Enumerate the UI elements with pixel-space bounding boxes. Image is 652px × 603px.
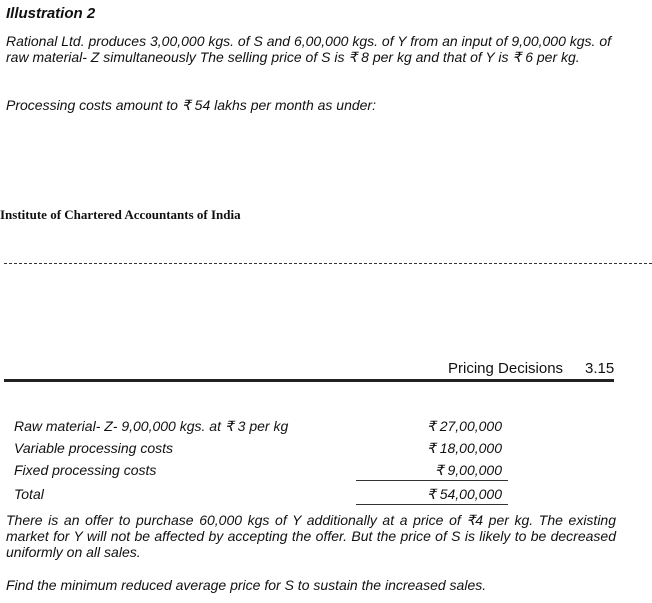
processing-intro-paragraph: Processing costs amount to ₹ 54 lakhs per month as under: (6, 97, 376, 113)
cost-amount-variable-processing: ₹ 18,00,000 (426, 440, 502, 456)
page-header-rule (4, 379, 614, 382)
cost-amount-raw-material: ₹ 27,00,000 (426, 418, 502, 434)
cost-amount-total: ₹ 54,00,000 (426, 486, 502, 502)
cost-amount-fixed-processing: ₹ 9,00,000 (434, 462, 502, 478)
page-header-title: Pricing Decisions (448, 360, 564, 377)
illustration-heading: Illustration 2 (6, 5, 96, 22)
cost-label-fixed-processing: Fixed processing costs (14, 462, 157, 478)
offer-paragraph: There is an offer to purchase 60,000 kgs of Y additionally at a price of ₹4 per kg. The existing market for Y will not be affected by accepting the offer. But the price of S is likely to be decreased uniformly on all sales. (6, 512, 616, 560)
total-rule-bottom (356, 504, 508, 505)
page-break-divider (4, 263, 652, 264)
cost-label-variable-processing: Variable processing costs (14, 440, 174, 456)
cost-label-raw-material: Raw material- Z- 9,00,000 kgs. at ₹ 3 per kg (14, 418, 289, 434)
institute-footer: Institute of Chartered Accountants of India (0, 207, 241, 222)
total-rule-top (356, 480, 508, 481)
question-paragraph: Find the minimum reduced average price for S to sustain the increased sales. (6, 577, 487, 593)
cost-label-total: Total (14, 486, 44, 502)
page-header-number: 3.15 (585, 360, 615, 377)
intro-paragraph: Rational Ltd. produces 3,00,000 kgs. of S and 6,00,000 kgs. of Y from an input of 9,00,000 kgs. of raw material- Z simultaneously The selling price of S is ₹ 8 per kg and that of Y is ₹ 6 per kg. (6, 33, 612, 65)
